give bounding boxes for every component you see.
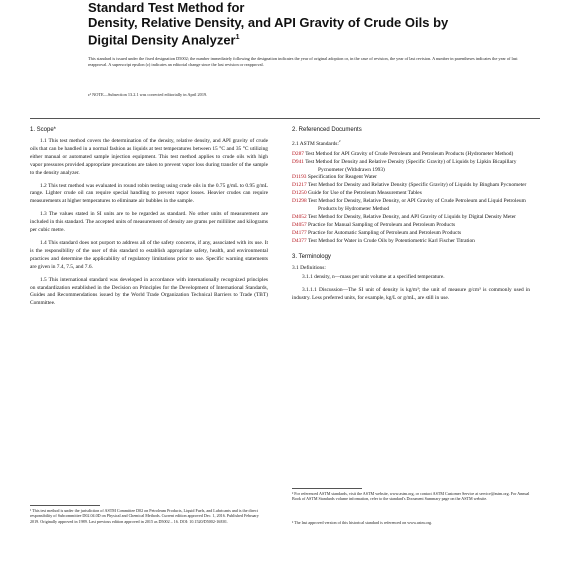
reference-list (292, 151, 530, 246)
header-divider (30, 118, 540, 119)
astm-standards-subheading: 2.1 ASTM Standards:$^2$ (292, 139, 341, 147)
reference-link[interactable]: D941 (292, 158, 304, 165)
title-footnote-mark: 1 (235, 34, 240, 41)
footnote-1: ¹ This test method is under the jurisdiction of ASTM Committee D02 on Petroleum Products, Liquid Fuels, and Lubricants and is the direct responsibility of Subcommittee D02.04.0D on Physical and Chemical Methods. Current edition approved Dec. 1, 2016. Published February 2019. Originally approved in 1989. Last previous edition approved in 2015 as D5002 – 16. DOI: 10.1520/D5002-16E01. (30, 508, 259, 524)
definition-density: 3.1.1 density, n—mass per unit volume at a specified temperature. (302, 274, 445, 281)
reference-item: D941 Test Method for Density and Relative Density (Specific Gravity) of Liquids by Lipkin Bicapillary Pycnometer (Withdrawn 1993) (292, 158, 517, 173)
scope-paragraph: 1.4 This standard does not purport to address all of the safety concerns, if any, associated with its use. It is the responsibility of the user of this standard to establish appropriate safety, health, and environmental practices and determine the applicability of regulatory limitations prior to use. Specific warning statements are given in 7.4, 7.5, and 7.6. (30, 239, 268, 270)
reference-link[interactable]: D4057 (292, 221, 307, 228)
scope-paragraph: 1.5 This international standard was developed in accordance with internationally recognized principles on standardization established in the Decision on Principles for the Development of International Standards, Guides and Recommendations issued by the World Trade Organization Technical Barriers to Trade (TBT) Committee. (30, 276, 268, 307)
referenced-documents-heading: 2. Referenced Documents (292, 127, 362, 133)
title-line: Density, Relative Density, and API Gravity of Crude Oils by (88, 15, 449, 30)
right-column (292, 126, 530, 308)
terminology-heading: 3. Terminology (292, 253, 331, 260)
definitions-subheading: 3.1 Definitions: (292, 264, 326, 271)
reference-item: D4057 Practice for Manual Sampling of Petroleum and Petroleum Products (292, 221, 456, 228)
reference-link[interactable]: D4052 (292, 213, 307, 220)
designation-notice: This standard is issued under the fixed designation D5002; the number immediately following the designation indicates the year of original adoption or, in the case of revision, the year of last revision. A number in parentheses indicates the year of last reapproval. A superscript epsilon (ε) indicates an editorial change since the last revision or reapproval. (88, 56, 518, 68)
footnote-2: ² For referenced ASTM standards, visit the ASTM website, www.astm.org, or contact ASTM Customer Service at service@astm.org. For Annual Book of ASTM Standards volume information, refer to the standard's Document Summary page on the ASTM website. (292, 491, 530, 502)
reference-link[interactable]: D4377 (292, 237, 307, 244)
footnote-divider (292, 488, 362, 489)
reference-link[interactable]: D1217 (292, 182, 307, 189)
reference-item: D1217 Test Method for Density and Relative Density (Specific Gravity) of Liquids by Bingham Pycnometer (292, 182, 527, 189)
reference-link[interactable]: D4177 (292, 229, 307, 236)
reference-item: D1193 Specification for Reagent Water (292, 174, 377, 181)
footnote-divider (30, 505, 100, 506)
editorial-note: ε¹ NOTE—Subsection 13.2.1 was corrected editorially in April 2019. (88, 92, 208, 97)
reference-link[interactable]: D1250 (292, 190, 307, 197)
reference-link[interactable]: D1193 (292, 174, 307, 181)
reference-item: D287 Test Method for API Gravity of Crude Petroleum and Petroleum Products (Hydrometer Method) (292, 150, 514, 157)
reference-item: D4377 Test Method for Water in Crude Oils by Potentiometric Karl Fischer Titration (292, 237, 475, 244)
definition-discussion: 3.1.1.1 Discussion—The SI unit of density is kg/m³; the unit of measure g/cm³ is commonly used in industry. Less preferred units, for example, kg/L or g/mL, are still in use. (292, 287, 530, 302)
scope-paragraph: 1.1 This test method covers the determination of the density, relative density, and API gravity of crude oils that can be handled in a normal fashion as liquids at test temperatures between 15 °C and 35 °C utilizing either manual or automated sample injection equipment. This test method applies to crude oils with high vapor pressures provided appropriate precautions are taken to prevent vapor loss during transfer of the sample to the density analyzer. (30, 138, 268, 176)
reference-link[interactable]: D1298 (292, 198, 307, 205)
reference-item: D4052 Test Method for Density, Relative Density, and API Gravity of Liquids by Digital Density Meter (292, 213, 516, 220)
reference-item: D1298 Test Method for Density, Relative Density, or API Gravity of Crude Petroleum and Liquid Petroleum Products by Hydrometer Method (292, 198, 526, 213)
document-title (88, 0, 528, 47)
reference-link[interactable]: D287 (292, 150, 304, 157)
scope-paragraph: 1.3 The values stated in SI units are to be regarded as standard. No other units of measurement are included in this standard. The accepted units of measurement of density are grams per milliliter and kilograms per cubic metre. (30, 211, 268, 234)
footnote-3: ³ The last approved version of this historical standard is referenced on www.astm.org. (292, 520, 433, 525)
title-line: Standard Test Method for (88, 0, 245, 15)
reference-item: D1250 Guide for Use of the Petroleum Measurement Tables (292, 190, 422, 197)
scope-section (30, 126, 268, 313)
scope-paragraph: 1.2 This test method was evaluated in round robin testing using crude oils in the 0.75 g/mL to 0.95 g/mL range. Lighter crude oil can require special handling to prevent vapor losses. Heavier crudes can require measurements at higher temperatures to eliminate air bubbles in the sample. (30, 182, 268, 205)
title-line: Digital Density Analyzer$^1$ (88, 32, 240, 48)
scope-heading: 1. Scope* (30, 127, 57, 133)
reference-item: D4177 Practice for Automatic Sampling of Petroleum and Petroleum Products (292, 229, 462, 236)
